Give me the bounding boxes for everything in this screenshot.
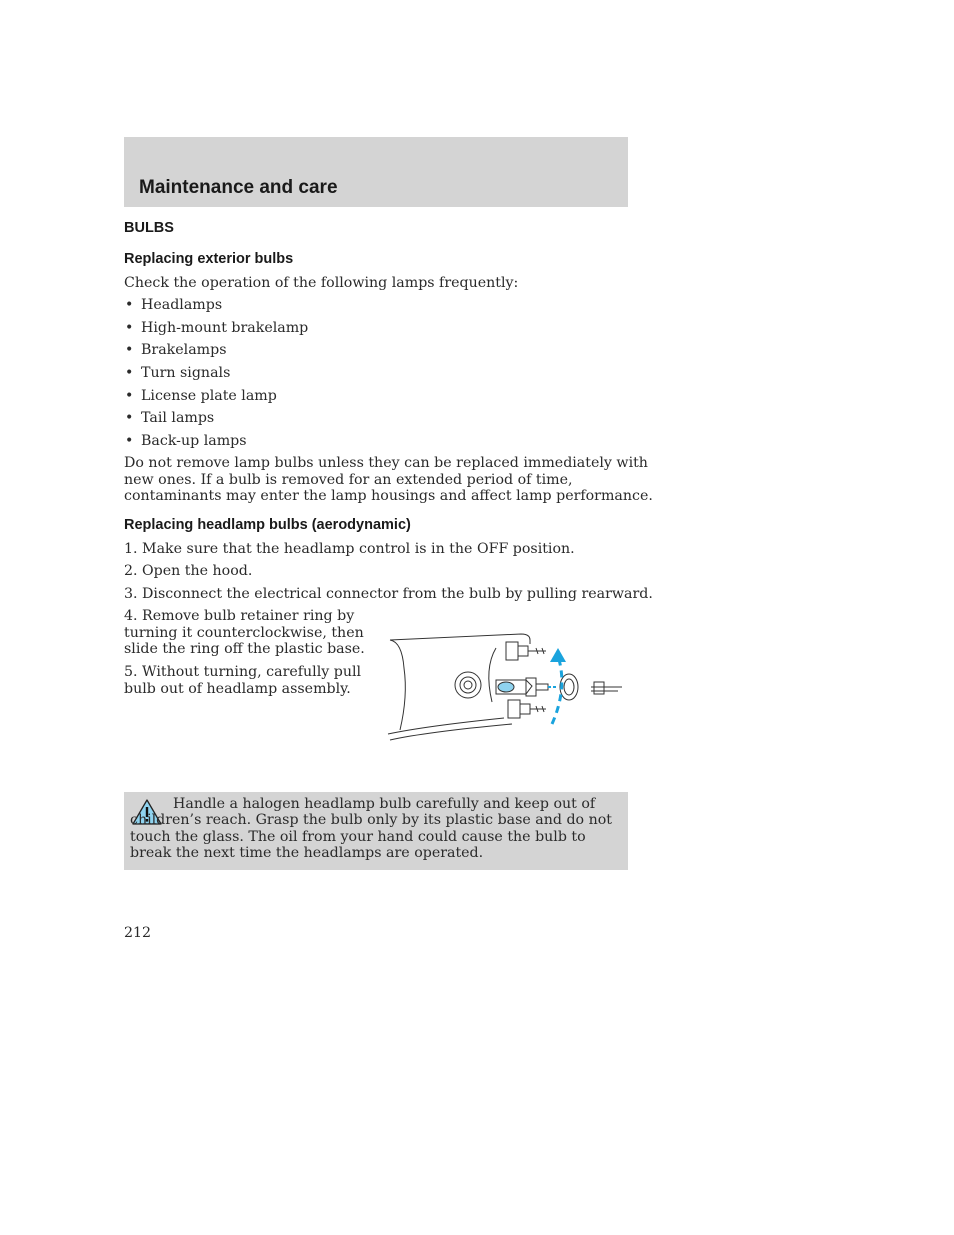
step-3: 3. Disconnect the electrical connector from the bulb by pulling rearward. <box>124 586 653 602</box>
step-2: 2. Open the hood. <box>124 563 253 579</box>
lamp-label: Headlamps <box>141 297 223 313</box>
exterior-intro: Check the operation of the following lamps frequently: <box>124 275 519 291</box>
section-title: Maintenance and care <box>139 177 338 198</box>
list-item <box>124 319 308 342</box>
bullet-glyph: • <box>125 433 134 450</box>
list-item <box>124 432 308 455</box>
bullet-glyph: • <box>125 410 134 427</box>
lamp-label: High-mount brakelamp <box>141 319 309 336</box>
lamp-label: Back-up lamps <box>141 433 247 450</box>
bullet-glyph: • <box>125 342 134 359</box>
list-item <box>124 409 308 432</box>
list-item <box>124 387 308 410</box>
lamp-label: License plate lamp <box>141 387 277 404</box>
bulb-removal-note: Do not remove lamp bulbs unless they can be replaced immediately with new ones. If a bulb is removed for an extended period of time, contaminants may enter the lamp housings and affect lamp performance. <box>124 455 653 504</box>
page-number: 212 <box>124 925 152 941</box>
list-item <box>124 364 308 387</box>
bullet-glyph: • <box>125 297 134 313</box>
lamp-label: Brakelamps <box>141 342 227 359</box>
lamp-label: Tail lamps <box>141 410 215 427</box>
headlamp-bulb-illustration <box>386 628 628 746</box>
step-4: 4. Remove bulb retainer ring by turning it counterclockwise, then slide the ring off the plastic base. <box>124 608 365 657</box>
bullet-glyph: • <box>125 319 134 336</box>
exterior-bulbs-heading: Replacing exterior bulbs <box>124 251 294 267</box>
step-5: 5. Without turning, carefully pull bulb out of headlamp assembly. <box>124 664 362 697</box>
step-1: 1. Make sure that the headlamp control is in the OFF position. <box>124 541 575 557</box>
bullet-glyph: • <box>125 365 134 382</box>
list-item <box>124 341 308 364</box>
headlamp-bulbs-heading: Replacing headlamp bulbs (aerodynamic) <box>124 517 411 533</box>
bullet-glyph: • <box>125 387 134 404</box>
lamp-label: Turn signals <box>141 365 231 382</box>
bulbs-heading: BULBS <box>124 220 174 236</box>
lamp-list <box>124 296 308 455</box>
warning-text: Handle a halogen headlamp bulb carefully and keep out of children’s reach. Grasp the bulb only by its plastic base and do not touch the glass. The oil from your hand could cause the bulb to break the next time the headlamps are operated. <box>130 796 612 862</box>
list-item <box>124 296 308 319</box>
